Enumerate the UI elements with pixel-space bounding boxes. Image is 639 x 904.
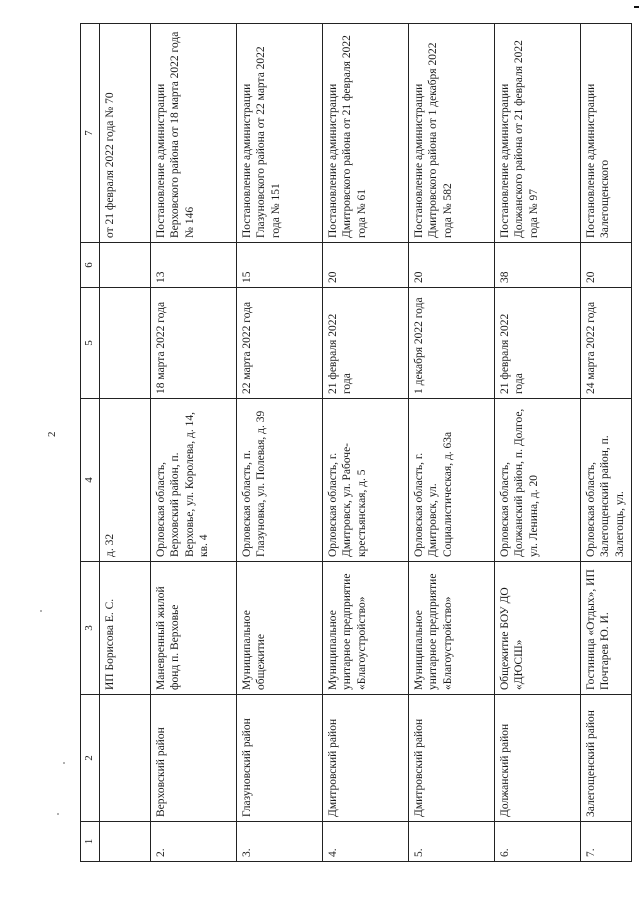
header-cell: 2 xyxy=(81,695,100,822)
document-cell: от 21 февраля 2022 года № 70 xyxy=(100,24,151,243)
document-cell: Постановление администрации Дмитровского района от 21 февраля 2022 года № 61 xyxy=(323,24,409,243)
date-cell xyxy=(100,288,151,399)
date-cell: 24 марта 2022 года xyxy=(581,288,632,399)
table-row xyxy=(237,24,323,862)
document-cell: Постановление администрации Глазуновского района от 22 марта 2022 года № 151 xyxy=(237,24,323,243)
table-row xyxy=(409,24,495,862)
count-cell: 20 xyxy=(409,243,495,288)
object-cell: Муниципальное унитарное предприятие «Благоустройство» xyxy=(323,562,409,695)
table-row xyxy=(100,24,151,862)
header-cell: 5 xyxy=(81,288,100,399)
page-number: 2 xyxy=(46,431,58,437)
table-header-row xyxy=(81,24,100,862)
count-cell: 20 xyxy=(323,243,409,288)
object-cell: Маневренный жилой фонд п. Верховье xyxy=(151,562,237,695)
date-cell: 21 февраля 2022 года xyxy=(323,288,409,399)
address-cell: Орловская область, Залегощенский район, п. Залегощь, ул. xyxy=(581,399,632,562)
header-cell: 1 xyxy=(81,822,100,862)
shelters-table xyxy=(80,23,632,862)
object-cell: Общежитие БОУ ДО «ДЮСШ» xyxy=(495,562,581,695)
address-cell: Орловская область, г. Дмитровск, ул. Рабоче-крестьянская, д. 5 xyxy=(323,399,409,562)
table-row xyxy=(323,24,409,862)
rotated-table-wrapper xyxy=(80,24,626,862)
object-cell: Муниципальное общежитие xyxy=(237,562,323,695)
object-cell: Муниципальное унитарное предприятие «Благоустройство» xyxy=(409,562,495,695)
count-cell xyxy=(100,243,151,288)
table-row xyxy=(581,24,632,862)
date-cell: 18 марта 2022 года xyxy=(151,288,237,399)
row-number: 4. xyxy=(323,822,409,862)
document-cell: Постановление администрации Дмитровского района от 1 декабря 2022 года № 582 xyxy=(409,24,495,243)
document-cell: Постановление администрации Залегощенского xyxy=(581,24,632,243)
row-number: 3. xyxy=(237,822,323,862)
table-row xyxy=(151,24,237,862)
date-cell: 21 февраля 2022 года xyxy=(495,288,581,399)
row-number: 6. xyxy=(495,822,581,862)
scan-speck xyxy=(40,610,42,612)
document-cell: Постановление администрации Должанского района от 21 февраля 2022 года № 97 xyxy=(495,24,581,243)
header-cell: 6 xyxy=(81,243,100,288)
date-cell: 22 марта 2022 года xyxy=(237,288,323,399)
header-cell: 3 xyxy=(81,562,100,695)
table-row xyxy=(495,24,581,862)
row-number: 2. xyxy=(151,822,237,862)
address-cell: Орловская область, Должанский район, п. Долгое, ул. Ленина, д. 20 xyxy=(495,399,581,562)
address-cell: Орловская область, г. Дмитровск, ул. Социалистическая, д. 63а xyxy=(409,399,495,562)
district-cell: Залегощенский район xyxy=(581,695,632,822)
address-cell: Орловская область, п. Глазуновка, ул. Полевая, д. 39 xyxy=(237,399,323,562)
row-number: 7. xyxy=(581,822,632,862)
header-cell: 4 xyxy=(81,399,100,562)
date-cell: 1 декабря 2022 года xyxy=(409,288,495,399)
row-number xyxy=(100,822,151,862)
object-cell: ИП Борисова Е. С. xyxy=(100,562,151,695)
scan-speck xyxy=(57,813,59,815)
address-cell: Орловская область, Верховский район, п. Верховье, ул. Королева, д. 14, кв. 4 xyxy=(151,399,237,562)
object-cell: Гостиница «Отдых», ИП Почтарев Ю. И. xyxy=(581,562,632,695)
scan-edge-mark xyxy=(634,6,639,8)
count-cell: 15 xyxy=(237,243,323,288)
district-cell: Дмитровский район xyxy=(323,695,409,822)
count-cell: 38 xyxy=(495,243,581,288)
count-cell: 20 xyxy=(581,243,632,288)
count-cell: 13 xyxy=(151,243,237,288)
header-cell: 7 xyxy=(81,24,100,243)
address-cell: д. 32 xyxy=(100,399,151,562)
document-cell: Постановление администрации Верховского района от 18 марта 2022 года № 146 xyxy=(151,24,237,243)
district-cell: Глазуновский район xyxy=(237,695,323,822)
district-cell: Верховский район xyxy=(151,695,237,822)
district-cell: Дмитровский район xyxy=(409,695,495,822)
district-cell: Должанский район xyxy=(495,695,581,822)
scan-speck xyxy=(63,762,65,764)
row-number: 5. xyxy=(409,822,495,862)
district-cell xyxy=(100,695,151,822)
